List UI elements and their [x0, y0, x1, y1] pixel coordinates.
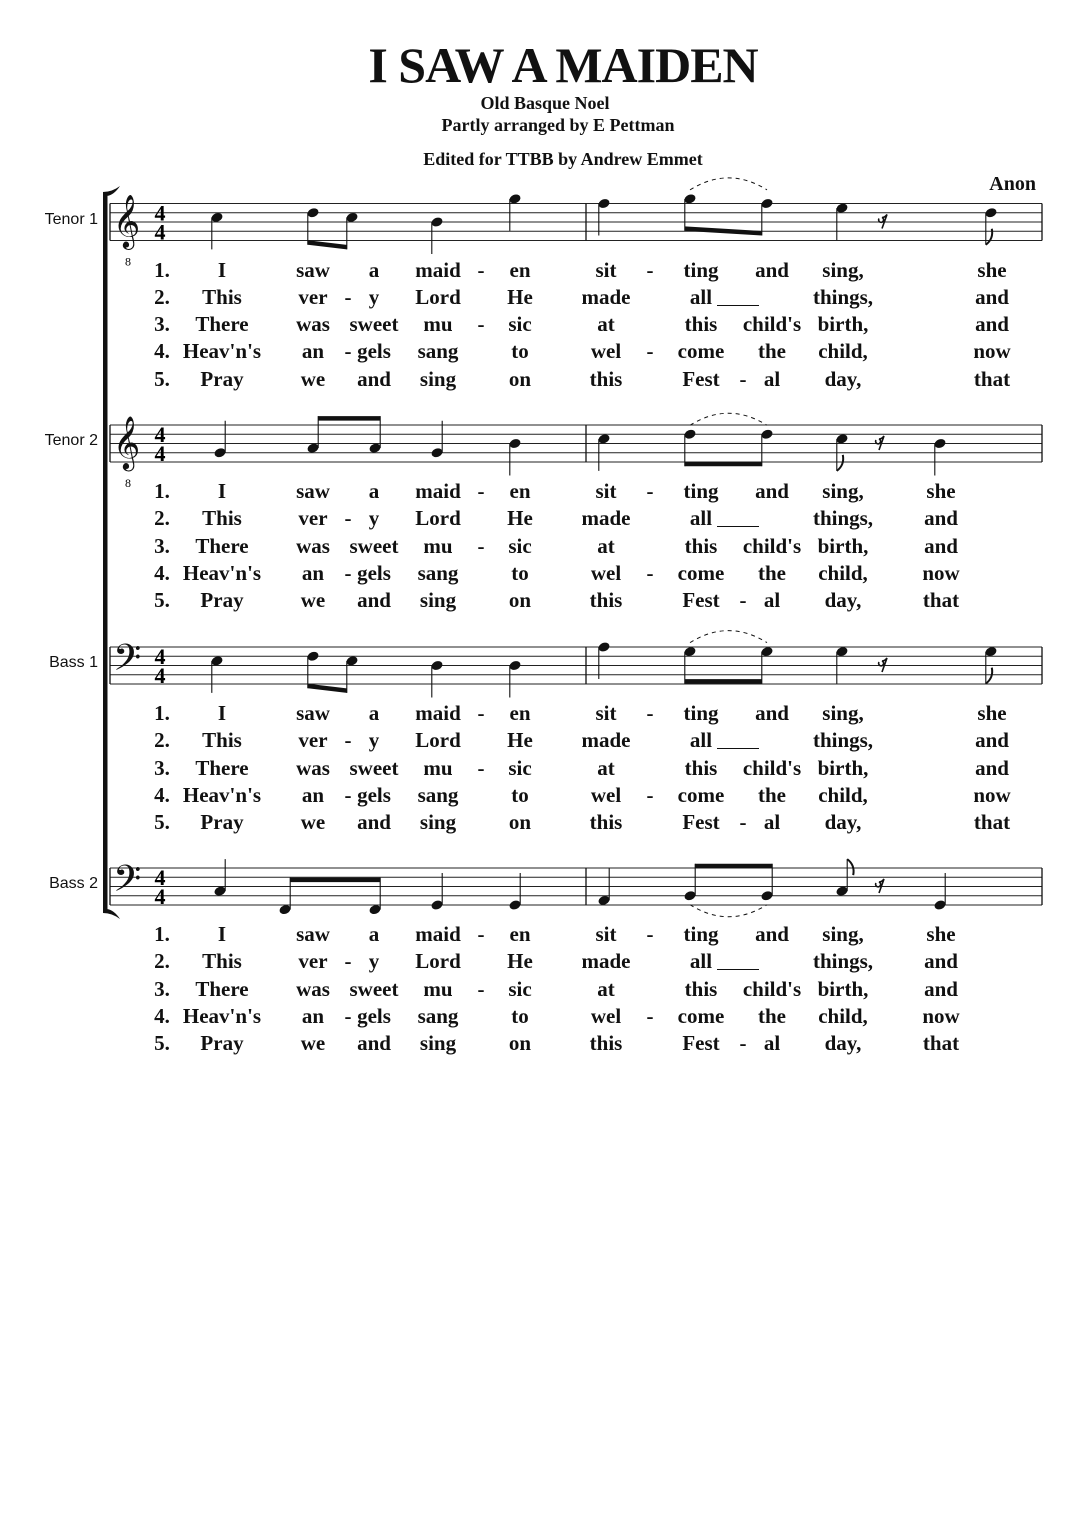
- lyric-syllable: was: [296, 533, 330, 558]
- lyric-syllable: -: [344, 1003, 352, 1028]
- lyric-syllable: child,: [818, 339, 868, 364]
- lyric-syllable: was: [296, 312, 330, 337]
- beam: [685, 226, 762, 235]
- lyric-syllable: -: [646, 560, 654, 585]
- verse-number: 3.: [154, 312, 170, 337]
- lyric-syllable: -: [646, 257, 654, 282]
- system-bracket: [103, 196, 108, 909]
- lyric-syllable: sweet: [349, 755, 399, 780]
- lyric-syllable: I: [217, 479, 227, 503]
- lyric-syllable: child's: [742, 533, 802, 558]
- time-signature-top: 4: [154, 200, 166, 226]
- lyric-syllable: sit: [595, 479, 617, 503]
- lyric-syllable: at: [597, 312, 615, 337]
- staff-tenor-2: [110, 413, 1042, 490]
- eighth-flag: [847, 859, 853, 875]
- lyric-syllable: saw: [296, 257, 330, 282]
- lyric-syllable: sit: [595, 701, 617, 725]
- lyric-syllable: and: [755, 701, 789, 725]
- lyric-syllable: This: [202, 284, 242, 309]
- lyric-syllable: all: [689, 949, 713, 974]
- octave-8-mark: 8: [125, 476, 131, 490]
- lyric-syllable: y: [368, 728, 380, 753]
- lyric-syllable: now: [973, 782, 1011, 807]
- lyric-syllable: we: [300, 1031, 326, 1056]
- lyric-syllable: day,: [824, 1031, 862, 1056]
- lyric-syllable: and: [357, 366, 391, 391]
- verse-number: 3.: [154, 755, 170, 780]
- lyric-syllable: an: [301, 560, 325, 585]
- verse-number: 4.: [154, 1003, 170, 1028]
- lyric-syllable: this: [589, 1031, 623, 1056]
- lyric-syllable: wel: [590, 782, 622, 807]
- lyric-syllable: day,: [824, 366, 862, 391]
- lyric-syllable: -: [646, 339, 654, 364]
- verse-number: 4.: [154, 782, 170, 807]
- lyric-syllable: the: [758, 782, 786, 807]
- lyric-syllable: -: [739, 1031, 747, 1056]
- bass-clef-icon: 𝄢: [113, 637, 142, 688]
- lyric-syllable: gels: [357, 339, 391, 364]
- lyric-syllable: He: [507, 949, 533, 974]
- lyric-syllable: Lord: [415, 284, 461, 309]
- lyric-syllable: -: [477, 533, 485, 558]
- lyric-syllable: was: [296, 755, 330, 780]
- lyric-syllable: an: [301, 782, 325, 807]
- lyric-syllable: birth,: [817, 755, 869, 780]
- lyric-syllable: sic: [508, 533, 532, 558]
- lyric-syllable: al: [763, 366, 781, 391]
- lyric-syllable: mu: [423, 533, 453, 558]
- lyric-syllable: maid: [415, 479, 461, 503]
- lyric-syllable: maid: [415, 701, 461, 725]
- eighth-flag: [986, 668, 992, 684]
- lyric-syllable: now: [922, 560, 960, 585]
- lyric-syllable: Lord: [415, 728, 461, 753]
- lyric-syllable: I: [217, 257, 227, 282]
- lyric-syllable: she: [926, 479, 956, 503]
- lyric-syllable: sang: [417, 339, 459, 364]
- lyric-syllable: sic: [508, 312, 532, 337]
- lyric-syllable: Heav'n's: [182, 782, 262, 807]
- lyric-syllable: now: [973, 339, 1011, 364]
- lyric-syllable: gels: [357, 782, 391, 807]
- verse-number: 1.: [154, 701, 170, 725]
- lyric-syllable: Pray: [200, 1031, 244, 1056]
- lyric-syllable: ver: [298, 506, 328, 531]
- lyric-syllable: the: [758, 339, 786, 364]
- lyric-syllable: that: [973, 366, 1011, 391]
- eighth-flag: [837, 455, 843, 471]
- verse-number: 2.: [154, 506, 170, 531]
- lyric-syllable: gels: [357, 1003, 391, 1028]
- lyric-syllable: she: [977, 257, 1007, 282]
- verse-number: 5.: [154, 588, 170, 613]
- lyric-syllable: that: [922, 1031, 960, 1056]
- time-signature-top: 4: [154, 422, 166, 447]
- lyric-syllable: made: [581, 506, 631, 531]
- lyric-syllable: a: [368, 701, 380, 725]
- beam: [290, 878, 380, 883]
- lyric-syllable: -: [344, 339, 352, 364]
- verse-number: 1.: [154, 479, 170, 503]
- lyric-syllable: sang: [417, 782, 459, 807]
- lyric-syllable: -: [739, 366, 747, 391]
- lyric-syllable: we: [300, 810, 326, 835]
- lyric-syllable: birth,: [817, 533, 869, 558]
- lyric-syllable: -: [477, 922, 485, 946]
- verse-number: 2.: [154, 728, 170, 753]
- lyric-syllable: -: [344, 284, 352, 309]
- lyric-syllable: all: [689, 284, 713, 309]
- lyric-syllable: day,: [824, 810, 862, 835]
- lyric-syllable: -: [477, 755, 485, 780]
- lyric-syllable: to: [511, 339, 529, 364]
- verse-number: 5.: [154, 1031, 170, 1056]
- lyric-syllable: come: [677, 339, 725, 364]
- lyric-syllable: a: [368, 922, 380, 946]
- lyric-syllable: al: [763, 588, 781, 613]
- time-signature-top: 4: [154, 865, 166, 890]
- lyric-syllable: made: [581, 284, 631, 309]
- lyric-syllable: this: [589, 366, 623, 391]
- lyric-syllable: There: [195, 976, 249, 1001]
- lyric-syllable: the: [758, 1003, 786, 1028]
- lyric-syllable: al: [763, 1031, 781, 1056]
- lyric-syllable: sing: [419, 810, 457, 835]
- lyric-syllable: made: [581, 949, 631, 974]
- lyric-syllable: and: [357, 588, 391, 613]
- lyric-syllable: an: [301, 339, 325, 364]
- lyric-syllable: Fest: [682, 588, 720, 613]
- lyric-syllable: There: [195, 533, 249, 558]
- lyric-syllable: at: [597, 976, 615, 1001]
- lyric-syllable: this: [589, 588, 623, 613]
- lyric-syllable: mu: [423, 755, 453, 780]
- time-signature-bottom: 4: [154, 663, 166, 688]
- subtitle: Old Basque Noel: [480, 93, 610, 113]
- lyric-syllable: all: [689, 728, 713, 753]
- lyric-syllable: Lord: [415, 949, 461, 974]
- lyric-syllable: now: [922, 1003, 960, 1028]
- lyric-syllable: all: [689, 506, 713, 531]
- lyric-syllable: Pray: [200, 366, 244, 391]
- verse-number: 1.: [154, 922, 170, 946]
- dashed-slur: [690, 631, 767, 643]
- lyric-syllable: was: [296, 976, 330, 1001]
- lyric-syllable: made: [581, 728, 631, 753]
- lyric-syllable: He: [507, 506, 533, 531]
- lyric-syllable: Fest: [682, 366, 720, 391]
- lyric-syllable: -: [344, 728, 352, 753]
- verse-number: 2.: [154, 284, 170, 309]
- time-signature-bottom: 4: [154, 219, 166, 245]
- lyric-syllable: -: [477, 479, 485, 503]
- lyric-syllable: saw: [296, 479, 330, 503]
- lyric-syllable: Fest: [682, 1031, 720, 1056]
- lyric-syllable: -: [646, 1003, 654, 1028]
- lyric-syllable: and: [924, 976, 958, 1001]
- lyric-syllable: en: [509, 479, 531, 503]
- lyric-syllable: sweet: [349, 533, 399, 558]
- lyric-syllable: mu: [423, 312, 453, 337]
- lyric-syllable: and: [924, 949, 958, 974]
- lyric-syllable: This: [202, 506, 242, 531]
- arranger-credit: Partly arranged by E Pettman: [441, 115, 675, 135]
- lyric-syllable: maid: [415, 257, 461, 282]
- lyric-syllable: sit: [595, 922, 617, 946]
- lyric-syllable: that: [973, 810, 1011, 835]
- lyric-syllable: child,: [818, 1003, 868, 1028]
- lyric-syllable: Heav'n's: [182, 1003, 262, 1028]
- lyric-syllable: sweet: [349, 312, 399, 337]
- beam: [695, 864, 772, 869]
- lyric-syllable: day,: [824, 588, 862, 613]
- lyric-syllable: to: [511, 1003, 529, 1028]
- lyric-syllable: en: [509, 257, 531, 282]
- lyric-syllable: sang: [417, 560, 459, 585]
- lyric-syllable: -: [477, 701, 485, 725]
- lyric-syllable: There: [195, 312, 249, 337]
- verse-number: 5.: [154, 366, 170, 391]
- lyric-syllable: Fest: [682, 810, 720, 835]
- lyric-syllable: al: [763, 810, 781, 835]
- page-title: I SAW A MAIDEN: [368, 37, 758, 93]
- lyric-syllable: -: [344, 560, 352, 585]
- lyric-syllable: things,: [812, 506, 874, 531]
- lyric-syllable: things,: [812, 728, 874, 753]
- lyric-syllable: we: [300, 588, 326, 613]
- lyric-syllable: -: [344, 949, 352, 974]
- lyric-syllable: and: [975, 284, 1009, 309]
- lyric-syllable: child's: [742, 312, 802, 337]
- lyric-syllable: and: [357, 1031, 391, 1056]
- staff-bass-1: [110, 631, 1042, 698]
- lyric-syllable: saw: [296, 922, 330, 946]
- verse-number: 3.: [154, 533, 170, 558]
- lyric-syllable: This: [202, 728, 242, 753]
- lyric-syllable: Pray: [200, 588, 244, 613]
- lyric-syllable: to: [511, 560, 529, 585]
- lyric-syllable: birth,: [817, 976, 869, 1001]
- verse-number: 2.: [154, 949, 170, 974]
- lyric-syllable: -: [477, 257, 485, 282]
- lyric-syllable: and: [924, 506, 958, 531]
- lyric-syllable: at: [597, 533, 615, 558]
- verse-number: 5.: [154, 810, 170, 835]
- lyric-syllable: y: [368, 506, 380, 531]
- lyric-syllable: and: [975, 755, 1009, 780]
- lyric-syllable: ting: [683, 479, 719, 503]
- lyric-syllable: en: [509, 701, 531, 725]
- lyric-syllable: come: [677, 782, 725, 807]
- staff-label: Tenor 1: [44, 210, 98, 228]
- verse-number: 1.: [154, 257, 170, 282]
- beam: [308, 240, 347, 249]
- lyric-syllable: ver: [298, 728, 328, 753]
- lyric-syllable: maid: [415, 922, 461, 946]
- staff-label: Bass 2: [49, 875, 98, 892]
- lyric-syllable: and: [924, 533, 958, 558]
- lyric-syllable: wel: [590, 1003, 622, 1028]
- lyric-syllable: ver: [298, 949, 328, 974]
- lyric-syllable: and: [755, 922, 789, 946]
- lyric-syllable: child's: [742, 976, 802, 1001]
- lyric-syllable: y: [368, 284, 380, 309]
- beam: [685, 462, 762, 467]
- staff-label: Bass 1: [49, 654, 98, 671]
- lyric-syllable: on: [508, 366, 532, 391]
- lyric-syllable: -: [739, 588, 747, 613]
- lyric-syllable: sing,: [822, 701, 864, 725]
- lyric-syllable: -: [646, 479, 654, 503]
- treble-clef-icon: 𝄞: [113, 415, 141, 469]
- lyric-syllable: and: [975, 728, 1009, 753]
- lyric-syllable: I: [217, 701, 227, 725]
- lyric-syllable: wel: [590, 560, 622, 585]
- lyric-syllable: that: [922, 588, 960, 613]
- verse-number: 4.: [154, 560, 170, 585]
- lyric-syllable: and: [755, 479, 789, 503]
- lyric-syllable: -: [646, 922, 654, 946]
- lyric-syllable: mu: [423, 976, 453, 1001]
- lyric-syllable: Lord: [415, 506, 461, 531]
- time-signature-bottom: 4: [154, 441, 166, 466]
- lyric-syllable: and: [357, 810, 391, 835]
- lyric-syllable: Pray: [200, 810, 244, 835]
- lyric-syllable: sing: [419, 1031, 457, 1056]
- lyric-syllable: I: [217, 922, 227, 946]
- time-signature-top: 4: [154, 644, 166, 669]
- lyric-syllable: ting: [683, 701, 719, 725]
- lyric-syllable: Heav'n's: [182, 339, 262, 364]
- lyric-syllable: child,: [818, 782, 868, 807]
- lyric-syllable: en: [509, 922, 531, 946]
- beam: [685, 679, 762, 684]
- lyric-syllable: sing,: [822, 257, 864, 282]
- lyric-syllable: birth,: [817, 312, 869, 337]
- editor-credit: Edited for TTBB by Andrew Emmet: [423, 149, 703, 169]
- lyric-syllable: and: [755, 257, 789, 282]
- lyric-syllable: this: [589, 810, 623, 835]
- beam: [318, 416, 380, 421]
- lyric-syllable: sing: [419, 366, 457, 391]
- lyric-syllable: this: [684, 755, 718, 780]
- verse-number: 4.: [154, 339, 170, 364]
- lyric-syllable: -: [646, 701, 654, 725]
- lyric-syllable: on: [508, 588, 532, 613]
- time-signature-bottom: 4: [154, 884, 166, 909]
- lyric-syllable: child's: [742, 755, 802, 780]
- dashed-slur: [690, 178, 767, 190]
- lyric-syllable: -: [344, 506, 352, 531]
- lyric-syllable: a: [368, 479, 380, 503]
- dashed-slur: [690, 905, 767, 917]
- staff-tenor-1: [110, 178, 1042, 269]
- lyric-syllable: and: [975, 312, 1009, 337]
- lyric-syllable: He: [507, 728, 533, 753]
- lyric-syllable: on: [508, 810, 532, 835]
- lyric-syllable: -: [739, 810, 747, 835]
- beam: [308, 684, 347, 693]
- lyric-syllable: ting: [683, 922, 719, 946]
- composer-credit: Anon: [989, 173, 1036, 195]
- lyric-syllable: sing,: [822, 479, 864, 503]
- lyric-syllable: come: [677, 560, 725, 585]
- lyric-syllable: Heav'n's: [182, 560, 262, 585]
- bracket-bottom-hook: [103, 909, 120, 919]
- lyric-syllable: this: [684, 312, 718, 337]
- lyric-syllable: wel: [590, 339, 622, 364]
- lyric-syllable: sit: [595, 257, 617, 282]
- lyric-syllable: ver: [298, 284, 328, 309]
- lyric-syllable: There: [195, 755, 249, 780]
- lyric-syllable: on: [508, 1031, 532, 1056]
- lyric-syllable: sing: [419, 588, 457, 613]
- octave-8-mark: 8: [125, 254, 131, 269]
- lyric-syllable: y: [368, 949, 380, 974]
- lyric-syllable: sic: [508, 755, 532, 780]
- lyric-syllable: sang: [417, 1003, 459, 1028]
- lyric-syllable: gels: [357, 560, 391, 585]
- lyric-syllable: sing,: [822, 922, 864, 946]
- lyric-syllable: things,: [812, 949, 874, 974]
- lyric-syllable: a: [368, 257, 380, 282]
- lyric-syllable: she: [926, 922, 956, 946]
- dashed-slur: [690, 413, 767, 425]
- lyric-syllable: she: [977, 701, 1007, 725]
- lyric-syllable: sic: [508, 976, 532, 1001]
- lyric-syllable: saw: [296, 701, 330, 725]
- treble-clef-icon: 𝄞: [113, 193, 141, 248]
- staff-bass-2: [110, 858, 1042, 917]
- lyric-syllable: this: [684, 533, 718, 558]
- lyric-syllable: at: [597, 755, 615, 780]
- lyric-syllable: -: [646, 782, 654, 807]
- lyric-syllable: He: [507, 284, 533, 309]
- lyric-syllable: -: [477, 976, 485, 1001]
- lyric-syllable: an: [301, 1003, 325, 1028]
- lyric-syllable: -: [344, 782, 352, 807]
- lyric-syllable: -: [477, 312, 485, 337]
- lyric-syllable: ting: [683, 257, 719, 282]
- lyric-syllable: to: [511, 782, 529, 807]
- lyric-syllable: child,: [818, 560, 868, 585]
- staff-label: Tenor 2: [44, 432, 98, 449]
- lyric-syllable: this: [684, 976, 718, 1001]
- lyric-syllable: things,: [812, 284, 874, 309]
- lyric-syllable: we: [300, 366, 326, 391]
- lyric-syllable: This: [202, 949, 242, 974]
- lyric-syllable: sweet: [349, 976, 399, 1001]
- verse-number: 3.: [154, 976, 170, 1001]
- lyric-syllable: come: [677, 1003, 725, 1028]
- bass-clef-icon: 𝄢: [113, 858, 142, 909]
- lyric-syllable: the: [758, 560, 786, 585]
